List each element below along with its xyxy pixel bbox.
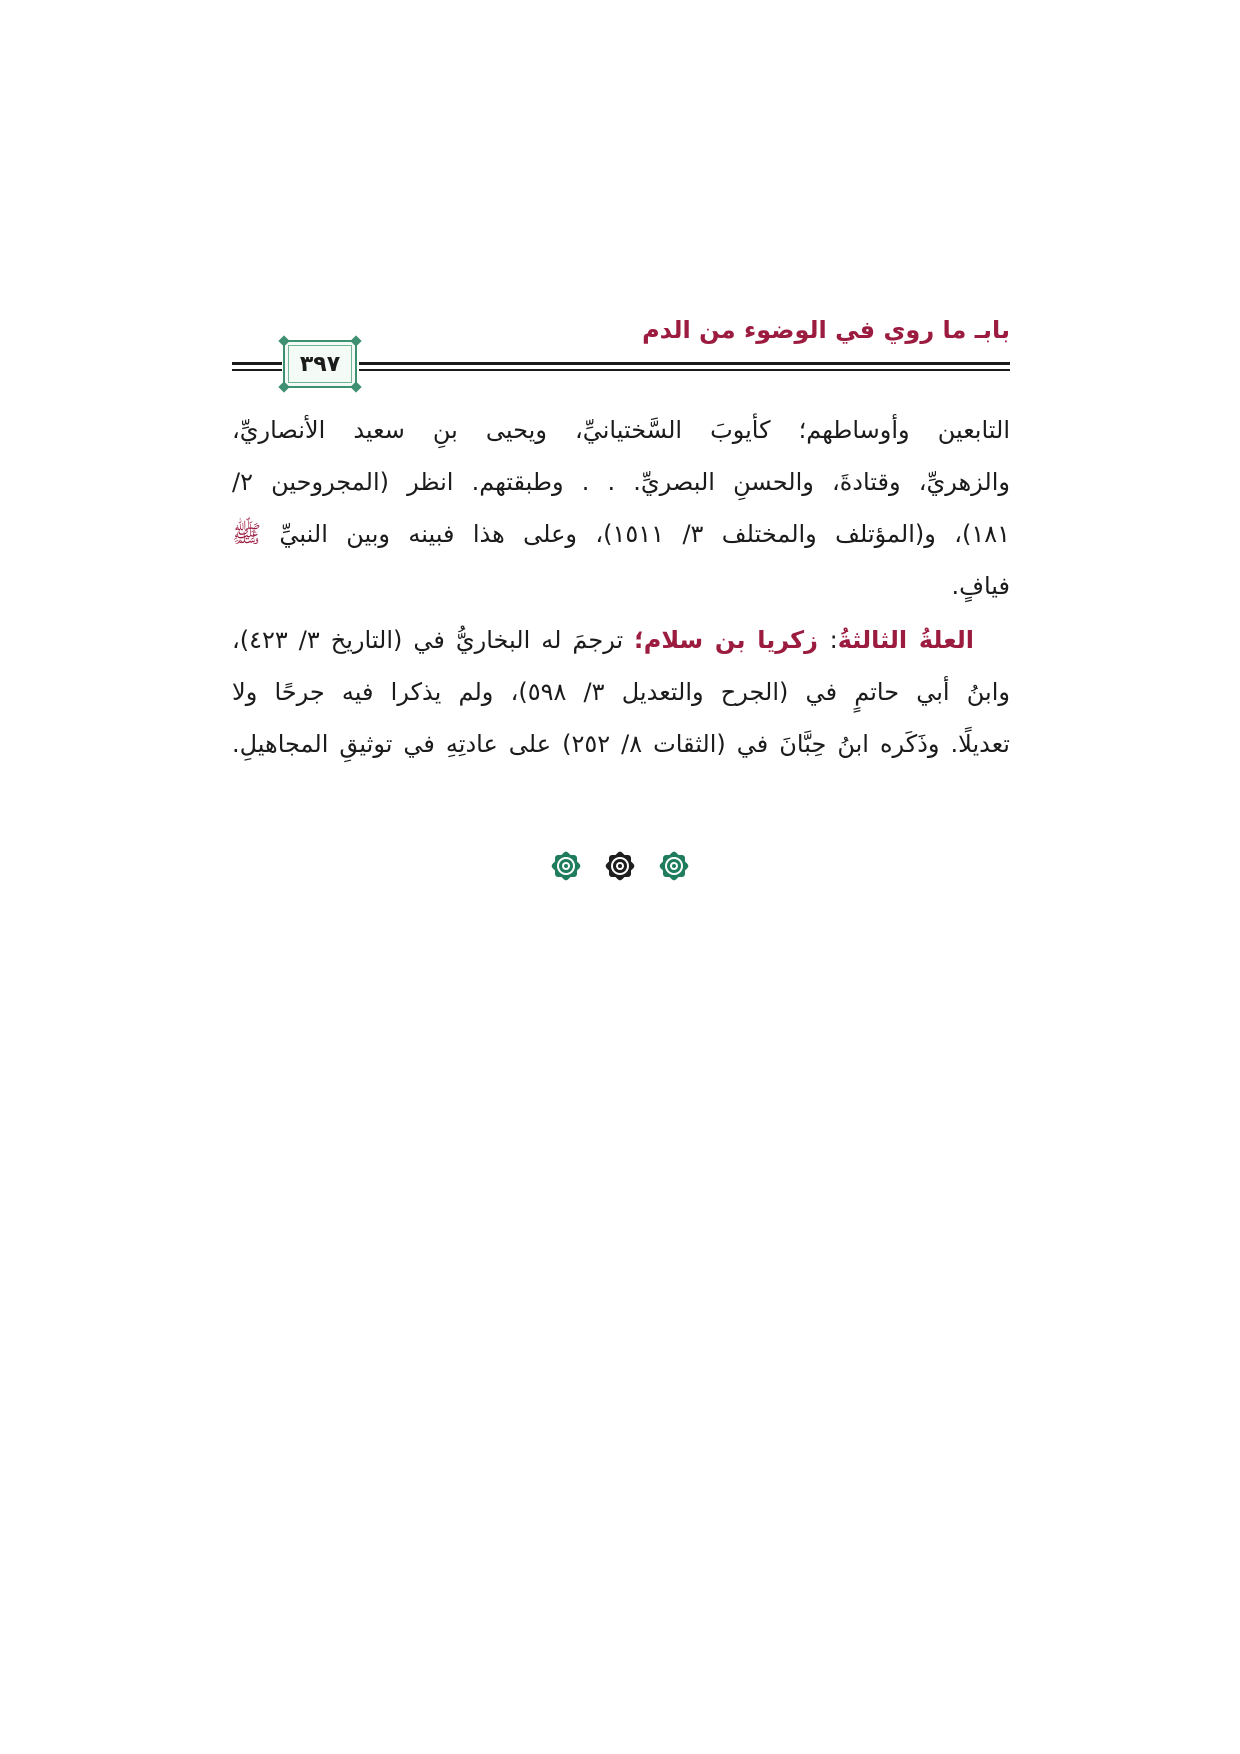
section-heading: العلةُ الثالثةُ xyxy=(837,626,974,654)
text-line xyxy=(232,614,1010,666)
text-line: والزهريِّ، وقتادةَ، والحسنِ البصريِّ. . . وطبقتهم. انظر (المجروحين ٢/ xyxy=(232,468,1010,496)
heading-colon: : xyxy=(829,626,838,654)
frame-corner-ornament xyxy=(278,335,289,346)
header-rule-left xyxy=(232,362,282,372)
frame-corner-ornament xyxy=(350,381,361,392)
frame-corner-ornament xyxy=(350,335,361,346)
text-line xyxy=(232,508,1010,560)
section-end-ornament xyxy=(548,848,692,884)
flower-ornament-icon xyxy=(602,848,638,884)
narrator-name: زكريا بن سلام؛ xyxy=(634,626,830,654)
paragraph-1 xyxy=(232,404,1010,612)
text-line: فيافٍ. xyxy=(951,572,1010,600)
text-line: تعديلًا. وذَكَره ابنُ حِبَّانَ في (الثقات ٨/ ٢٥٢) على عادتِهِ في توثيقِ المجاهيلِ. xyxy=(232,730,1010,758)
honorific-mark: ﷺ xyxy=(232,520,261,548)
frame-corner-ornament xyxy=(278,381,289,392)
text-line: التابعين وأوساطهم؛ كأيوبَ السَّختيانيِّ، ويحيى بنِ سعيد الأنصاريِّ، xyxy=(232,416,1010,444)
header-rule-right xyxy=(359,362,1010,372)
page-number: ٣٩٧ xyxy=(299,351,341,377)
body-text xyxy=(232,404,1010,770)
page-number-frame xyxy=(283,340,357,388)
text-line-content: ترجمَ له البخاريُّ في (التاريخ ٣/ ٤٢٣)، xyxy=(232,626,635,654)
flower-ornament-icon xyxy=(656,848,692,884)
flower-ornament-icon xyxy=(548,848,584,884)
paragraph-2 xyxy=(232,614,1010,770)
text-line: وابنُ أبي حاتمٍ في (الجرح والتعديل ٣/ ٥٩٨)، ولم يذكرا فيه جرحًا ولا xyxy=(232,678,1010,706)
text-line-content: ١٨١)، و(المؤتلف والمختلف ٣/ ١٥١١)، وعلى هذا فبينه وبين النبيِّ xyxy=(279,520,1010,548)
chapter-title: بابـ ما روي في الوضوء من الدم xyxy=(642,316,1010,344)
